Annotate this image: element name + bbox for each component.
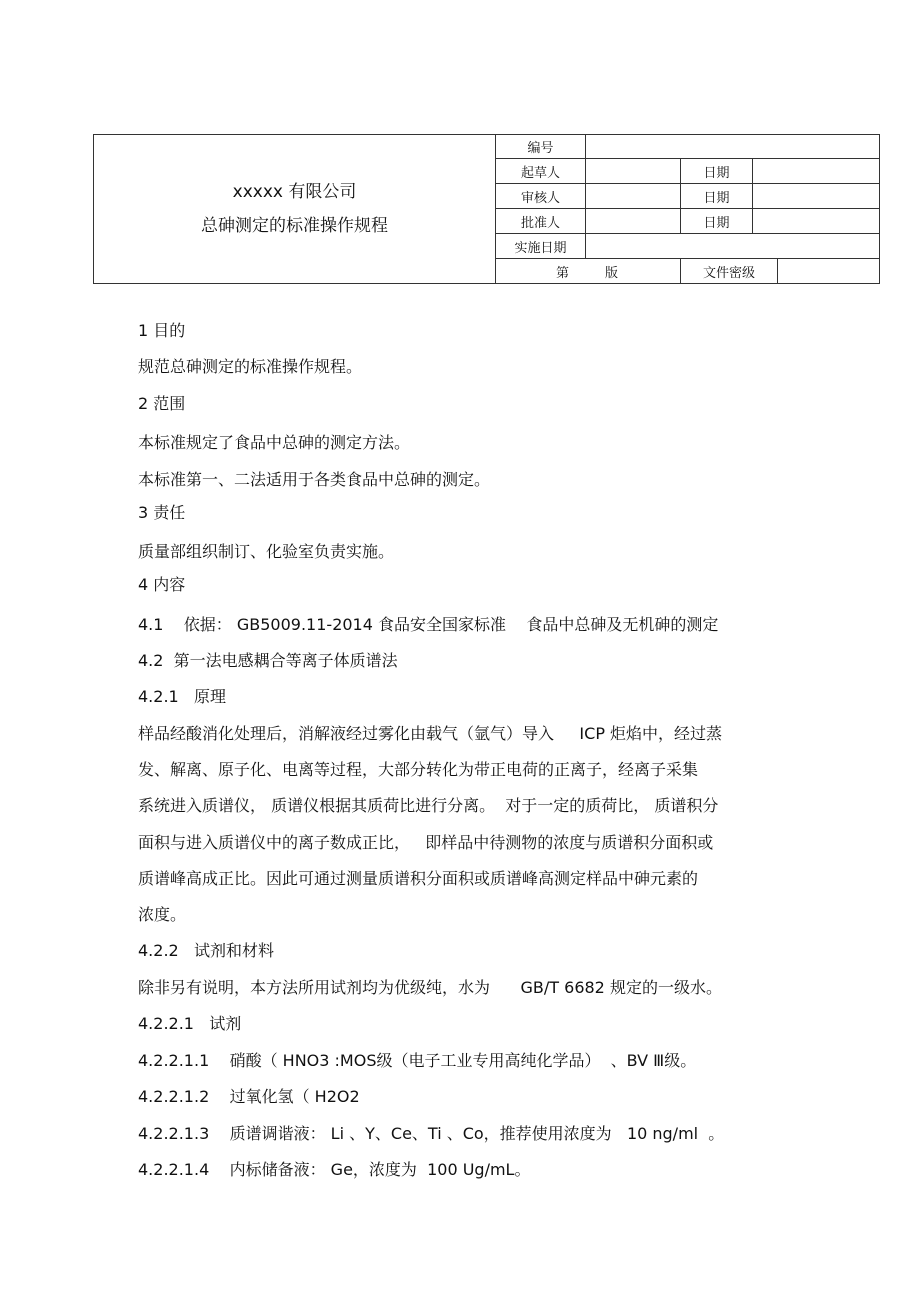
principle-line-6: 浓度。 [138, 905, 187, 924]
date-value-3 [753, 209, 880, 234]
approver-label: 批准人 [496, 209, 586, 234]
scope-text-2: 本标准第一、二法适用于各类食品中总砷的测定。 [138, 470, 491, 489]
heading-responsibility: 3 责任 [138, 503, 186, 522]
document-header-table [93, 134, 880, 284]
company-name: xxxxx 有限公司 [232, 182, 357, 202]
date-label-3: 日期 [681, 209, 753, 234]
reviewer-value [586, 184, 681, 209]
principle-line-4: 面积与进入质谱仪中的离子数成正比， 即样品中待测物的浓度与质谱积分面积或 [138, 833, 714, 852]
reagent-nitric-acid: 4.2.2.1.1 硝酸（ HNO3 :MOS级（电子工业专用高纯化学品） 、BV Ⅲ级。 [138, 1051, 697, 1070]
date-value-2 [753, 184, 880, 209]
date-value-1 [753, 159, 880, 184]
principle-line-5: 质谱峰高成正比。因此可通过测量质谱积分面积或质谱峰高测定样品中砷元素的 [138, 869, 699, 888]
reagents-intro: 除非另有说明，本方法所用试剂均为优级纯，水为 GB/T 6682 规定的一级水。 [138, 978, 722, 997]
section-4-2-2-1: 4.2.2.1 试剂 [138, 1014, 242, 1033]
purpose-text: 规范总砷测定的标准操作规程。 [138, 357, 363, 376]
section-4-2: 4.2 第一法电感耦合等离子体质谱法 [138, 651, 398, 670]
heading-content: 4 内容 [138, 575, 186, 594]
edition-cell [496, 259, 681, 284]
date-label-1: 日期 [681, 159, 753, 184]
section-4-2-2: 4.2.2 试剂和材料 [138, 941, 274, 960]
principle-line-2: 发、解离、原子化、电离等过程，大部分转化为带正电荷的正离子，经离子采集 [138, 760, 699, 779]
principle-line-3: 系统进入质谱仪， 质谱仪根据其质荷比进行分离。 对于一定的质荷比， 质谱积分 [138, 796, 719, 815]
drafter-value [586, 159, 681, 184]
number-value [586, 135, 880, 159]
approver-value [586, 209, 681, 234]
section-4-1: 4.1 依据： GB5009.11-2014 食品安全国家标准 食品中总砷及无机砷的测定 [138, 615, 719, 634]
reviewer-label: 审核人 [496, 184, 586, 209]
heading-scope: 2 范围 [138, 394, 186, 413]
reagent-hydrogen-peroxide: 4.2.2.1.2 过氧化氢（ H2O2 [138, 1087, 360, 1106]
section-4-2-1: 4.2.1 原理 [138, 687, 226, 706]
date-label-2: 日期 [681, 184, 753, 209]
document-title: 总砷测定的标准操作规程 [201, 216, 388, 236]
effective-date-value [586, 234, 880, 259]
security-label: 文件密级 [681, 259, 778, 284]
reagent-internal-standard: 4.2.2.1.4 内标储备液： Ge，浓度为 100 Ug/mL。 [138, 1160, 531, 1179]
security-value [778, 259, 880, 284]
company-title-cell [94, 135, 496, 284]
effective-date-label: 实施日期 [496, 234, 586, 259]
heading-purpose: 1 目的 [138, 321, 186, 340]
edition-label-a: 第 [556, 265, 570, 281]
edition-label-b: 版 [605, 265, 619, 281]
reagent-tuning-solution: 4.2.2.1.3 质谱调谐液： Li 、Y、Ce、Ti 、Co，推荐使用浓度为 10 ng/ml 。 [138, 1124, 725, 1143]
principle-line-1: 样品经酸消化处理后，消解液经过雾化由载气（氩气）导入 ICP 炬焰中，经过蒸 [138, 724, 723, 743]
scope-text-1: 本标准规定了食品中总砷的测定方法。 [138, 433, 411, 452]
number-label: 编号 [496, 135, 586, 159]
drafter-label: 起草人 [496, 159, 586, 184]
responsibility-text: 质量部组织制订、化验室负责实施。 [138, 542, 395, 561]
